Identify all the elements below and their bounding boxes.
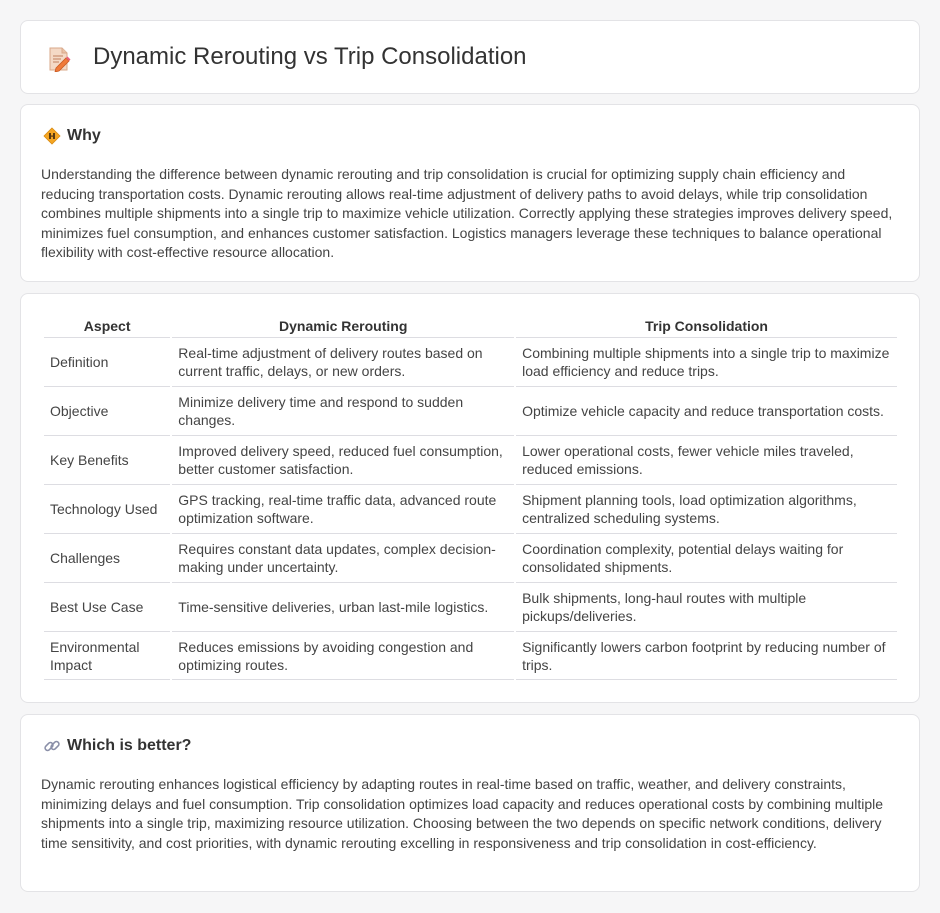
aspect-cell: Best Use Case	[44, 582, 170, 631]
trip-consolidation-cell: Bulk shipments, long-haul routes with multiple pickups/deliveries.	[516, 582, 897, 631]
aspect-cell: Environmental Impact	[44, 631, 170, 680]
aspect-cell: Objective	[44, 386, 170, 435]
dynamic-rerouting-cell: GPS tracking, real-time traffic data, advanced route optimization software.	[172, 484, 514, 533]
why-heading: Why	[67, 127, 101, 144]
column-header-trip-consolidation: Trip Consolidation	[645, 318, 768, 334]
table-row	[44, 533, 897, 582]
column-header-dynamic-rerouting: Dynamic Rerouting	[279, 318, 408, 334]
dynamic-rerouting-cell: Minimize delivery time and respond to sudden changes.	[172, 386, 514, 435]
table-row	[44, 386, 897, 435]
document-edit-icon	[47, 46, 71, 72]
dynamic-rerouting-cell: Reduces emissions by avoiding congestion and optimizing routes.	[172, 631, 514, 680]
better-heading-row	[43, 737, 191, 755]
table-row	[44, 631, 897, 680]
why-paragraph: Understanding the difference between dynamic rerouting and trip consolidation is crucial for optimizing supply chain efficiency and reducing transportation costs. Dynamic rerouting allows real-time adjustment of delivery paths to avoid delays, while trip consolidation combines multiple shipments into a single trip to maximize vehicle utilization. Correctly applying these strategies improves delivery speed, minimizes fuel consumption, and enhances customer satisfaction. Logistics managers leverage these techniques to balance operational flexibility with cost-effective resource allocation.	[41, 166, 893, 261]
aspect-cell: Technology Used	[44, 484, 170, 533]
table-row	[44, 484, 897, 533]
dynamic-rerouting-cell: Requires constant data updates, complex decision-making under uncertainty.	[172, 533, 514, 582]
table-row	[44, 337, 897, 386]
road-sign-icon	[43, 127, 61, 145]
better-heading: Which is better?	[67, 737, 192, 754]
dynamic-rerouting-cell: Real-time adjustment of delivery routes based on current traffic, delays, or new orders.	[172, 337, 514, 386]
dynamic-rerouting-cell: Improved delivery speed, reduced fuel consumption, better customer satisfaction.	[172, 435, 514, 484]
why-section	[20, 104, 920, 282]
aspect-cell: Key Benefits	[44, 435, 170, 484]
table-header-row	[44, 315, 897, 337]
trip-consolidation-cell: Optimize vehicle capacity and reduce transportation costs.	[516, 386, 897, 435]
trip-consolidation-cell: Shipment planning tools, load optimization algorithms, centralized scheduling systems.	[516, 484, 897, 533]
comparison-table	[42, 315, 899, 680]
dynamic-rerouting-cell: Time-sensitive deliveries, urban last-mile logistics.	[172, 582, 514, 631]
better-paragraph: Dynamic rerouting enhances logistical efficiency by adapting routes in real-time based on traffic, weather, and delivery constraints, minimizing delays and fuel consumption. Trip consolidation optimizes load capacity and reduces operational costs by combining multiple shipments into a single trip, maximizing resource utilization. Choosing between the two depends on specific network conditions, delivery time sensitivity, and cost priorities, with dynamic rerouting excelling in responsiveness and trip consolidation in cost-efficiency.	[41, 776, 884, 851]
table-row	[44, 582, 897, 631]
trip-consolidation-cell: Combining multiple shipments into a single trip to maximize load efficiency and reduce trips.	[516, 337, 897, 386]
link-icon	[43, 737, 61, 755]
column-header-aspect: Aspect	[83, 318, 131, 334]
header-card	[20, 20, 920, 94]
trip-consolidation-cell: Significantly lowers carbon footprint by reducing number of trips.	[516, 631, 897, 680]
aspect-cell: Challenges	[44, 533, 170, 582]
trip-consolidation-cell: Lower operational costs, fewer vehicle miles traveled, reduced emissions.	[516, 435, 897, 484]
aspect-cell: Definition	[44, 337, 170, 386]
comparison-table-card	[20, 293, 920, 703]
why-heading-row	[43, 127, 101, 145]
page-title: Dynamic Rerouting vs Trip Consolidation	[93, 43, 527, 70]
which-is-better-section	[20, 714, 920, 892]
trip-consolidation-cell: Coordination complexity, potential delays waiting for consolidated shipments.	[516, 533, 897, 582]
table-row	[44, 435, 897, 484]
